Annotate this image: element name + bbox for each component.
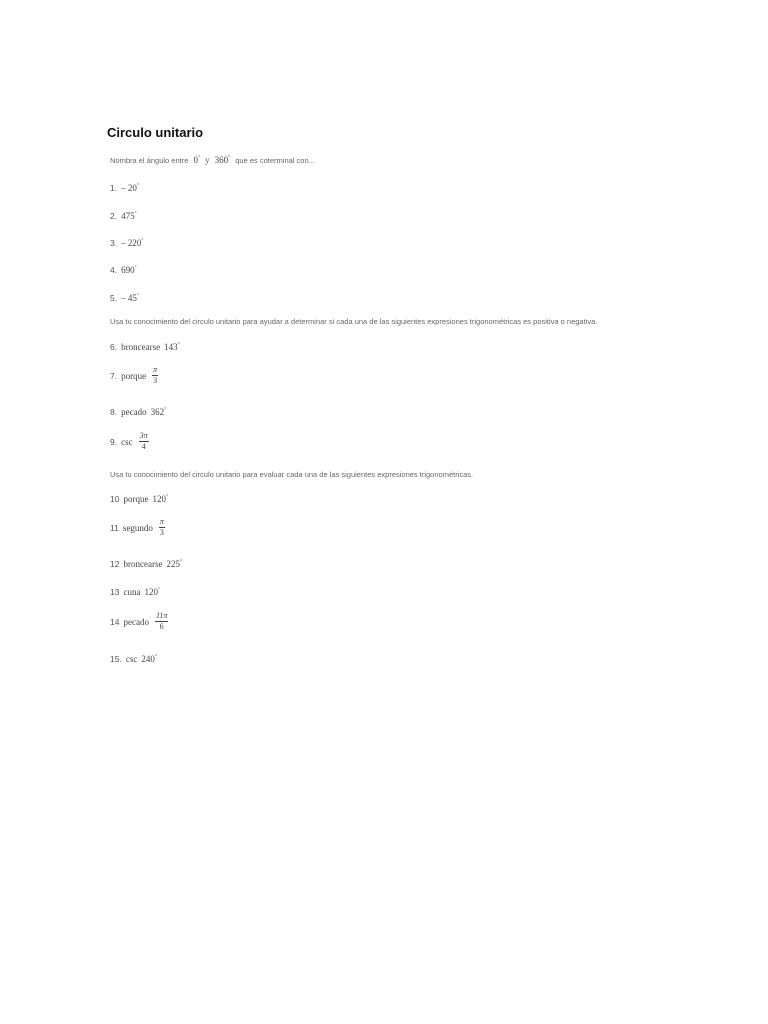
item-number: 8. <box>110 407 118 417</box>
item-angle: – 220° <box>121 238 144 248</box>
item-number: 12 <box>110 559 120 569</box>
item-angle: – 20° <box>121 183 139 193</box>
list-item <box>110 342 180 352</box>
trig-function: broncearse <box>123 559 163 569</box>
fraction-numerator: 11π <box>155 611 168 620</box>
section3-instruction: Usa tu conocimiento del circulo unitario para evaluar cada una de las siguientes expresiones trigonométricas. <box>110 470 474 479</box>
list-item <box>110 612 168 631</box>
intro-angle-start: 0° <box>193 155 200 165</box>
item-number: 5. <box>110 293 118 303</box>
fraction-numerator: π <box>153 365 158 374</box>
trig-function: csc <box>121 436 133 447</box>
item-angle: 690° <box>121 265 137 275</box>
fraction-denominator: 3 <box>153 376 158 385</box>
fraction <box>152 366 158 385</box>
intro-text-before: Nombra el ángulo entre <box>110 156 189 165</box>
fraction-numerator: 3π <box>139 431 148 440</box>
trig-function: cuna <box>123 587 141 597</box>
fraction <box>139 432 149 451</box>
trig-function: segundo <box>122 522 153 533</box>
item-angle: 143° <box>164 342 180 352</box>
item-number: 6. <box>110 342 118 352</box>
fraction-denominator: 6 <box>159 622 164 631</box>
list-item <box>110 654 157 664</box>
intro-instruction <box>110 155 315 165</box>
item-angle: 475° <box>121 211 137 221</box>
intro-text-after: que es coterminal con... <box>235 156 315 165</box>
item-number: 7. <box>110 370 118 381</box>
section2-instruction: Usa tu conocimiento del circulo unitario para ayudar a determinar si cada una de las siguientes expresiones trigonométricas es positiva o negativa. <box>110 317 598 326</box>
item-number: 10 <box>110 494 120 504</box>
trig-function: broncearse <box>121 342 161 352</box>
page-title: Circulo unitario <box>107 125 204 140</box>
fraction <box>155 612 168 631</box>
list-item <box>110 238 143 248</box>
item-number: 15. <box>110 654 122 664</box>
trig-function: pecado <box>121 407 147 417</box>
fraction-denominator: 3 <box>159 528 164 537</box>
fraction <box>159 518 165 537</box>
list-item <box>110 432 149 451</box>
fraction-denominator: 4 <box>141 442 146 451</box>
item-angle: 225° <box>166 559 182 569</box>
trig-function: csc <box>125 654 138 664</box>
item-number: 2. <box>110 211 118 221</box>
list-item <box>110 211 137 221</box>
list-item <box>110 587 160 597</box>
item-angle: – 45° <box>121 293 139 303</box>
item-number: 14 <box>110 616 120 627</box>
list-item <box>110 293 139 303</box>
item-angle: 120° <box>152 494 168 504</box>
intro-separator: y <box>205 155 210 165</box>
list-item <box>110 559 182 569</box>
list-item <box>110 518 165 537</box>
list-item <box>110 183 139 193</box>
item-number: 11 <box>110 522 119 533</box>
item-number: 9. <box>110 436 118 447</box>
item-number: 13 <box>110 587 120 597</box>
trig-function: pecado <box>123 616 149 627</box>
list-item <box>110 366 158 385</box>
item-number: 3. <box>110 238 118 248</box>
list-item <box>110 407 166 417</box>
item-angle: 362° <box>150 407 167 417</box>
item-number: 4. <box>110 265 118 275</box>
trig-function: porque <box>123 494 149 504</box>
intro-angle-end: 360° <box>214 155 231 165</box>
item-angle: 120° <box>144 587 160 597</box>
list-item <box>110 494 168 504</box>
trig-function: porque <box>121 370 147 381</box>
list-item <box>110 265 137 275</box>
item-angle: 240° <box>141 654 157 664</box>
fraction-numerator: π <box>159 517 164 526</box>
item-number: 1. <box>110 183 118 193</box>
